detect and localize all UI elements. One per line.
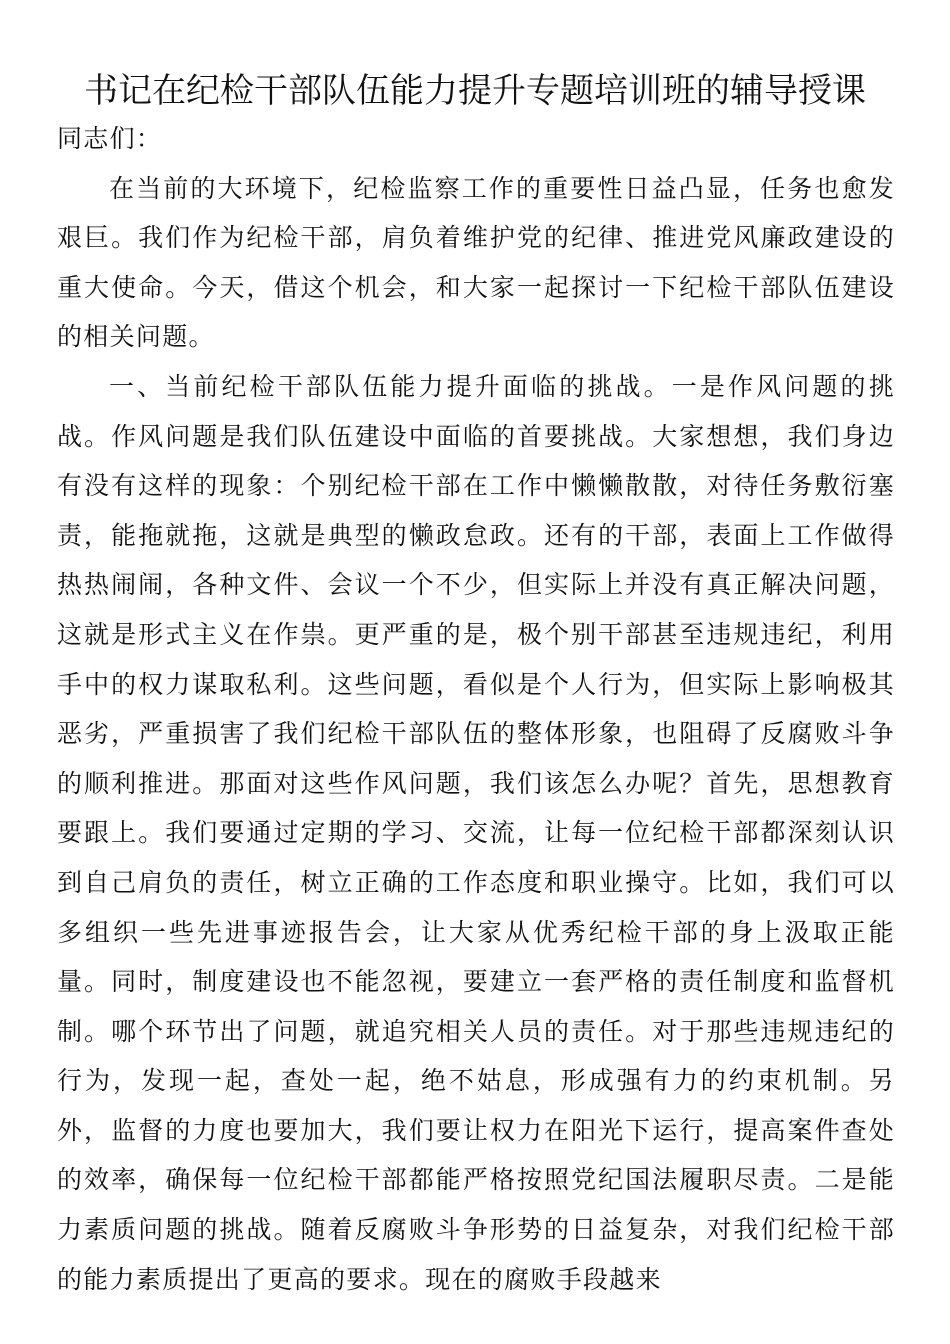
paragraph-challenges: 一、当前纪检干部队伍能力提升面临的挑战。一是作风问题的挑战。作风问题是我们队伍建设中面临的首要挑战。大家想想，我们身边有没有这样的现象：个别纪检干部在工作中懒懒散散，对待任务敷衍塞责，能拖就拖，这就是典型的懒政怠政。还有的干部，表面上工作做得热热闹闹，各种文件、会议一个不少，但实际上并没有真正解决问题，这就是形式主义在作祟。更严重的是，极个别干部甚至违规违纪，利用手中的权力谋取私利。这些问题，看似是个人行为，但实际上影响极其恶劣，严重损害了我们纪检干部队伍的整体形象，也阻碍了反腐败斗争的顺利推进。那面对这些作风问题，我们该怎么办呢？首先，思想教育要跟上。我们要通过定期的学习、交流，让每一位纪检干部都深刻认识到自己肩负的责任，树立正确的工作态度和职业操守。比如，我们可以多组织一些先进事迹报告会，让大家从优秀纪检干部的身上汲取正能量。同时，制度建设也不能忽视，要建立一套严格的责任制度和监督机制。哪个环节出了问题，就追究相关人员的责任。对于那些违规违纪的行为，发现一起，查处一起，绝不姑息，形成强有力的约束机制。另外，监督的力度也要加大，我们要让权力在阳光下运行，提高案件查处的效率，确保每一位纪检干部都能严格按照党纪国法履职尽责。二是能力素质问题的挑战。随着反腐败斗争形势的日益复杂，对我们纪检干部的能力素质提出了更高的要求。现在的腐败手段越来: [57, 371, 895, 1294]
document-body: [57, 114, 895, 1304]
salutation: 同志们：: [57, 124, 163, 153]
document-title: 书记在纪检干部队伍能力提升专题培训班的辅导授课: [84, 71, 866, 111]
paragraph-intro: 在当前的大环境下，纪检监察工作的重要性日益凸显，任务也愈发艰巨。我们作为纪检干部，肩负着维护党的纪律、推进党风廉政建设的重大使命。今天，借这个机会，和大家一起探讨一下纪检干部队伍建设的相关问题。: [57, 173, 895, 352]
